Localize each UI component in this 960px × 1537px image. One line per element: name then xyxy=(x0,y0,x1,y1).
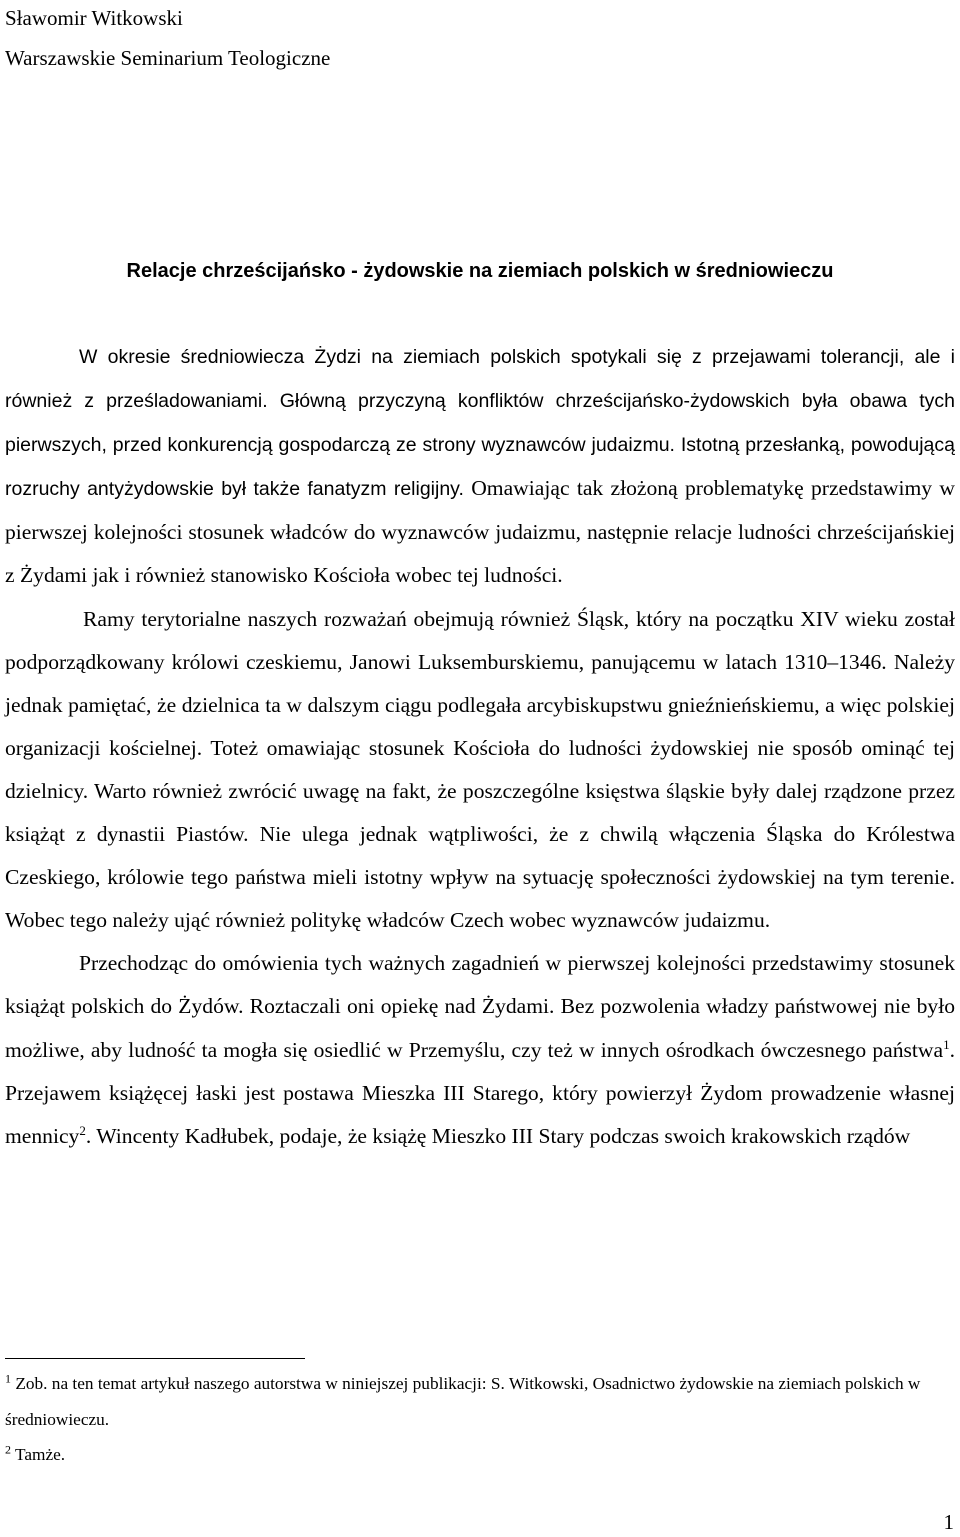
paragraph-3-part-2: . Przejawem książęcej łaski jest postawa Mieszka III Starego, który powierzył Żydom prowadzenie własnej mennicy xyxy=(5,1037,955,1148)
page-number: 1 xyxy=(943,1510,954,1534)
footnote-1-number: 1 xyxy=(5,1371,11,1386)
paragraph-3-part-1: Przechodząc do omówienia tych ważnych zagadnień w pierwszej kolejności przedstawimy stosunek książąt polskich do Żydów. Roztaczali oni opiekę nad Żydami. Bez pozwolenia władzy państwowej nie było możliwe, aby ludność ta mogła się osiedlić w Przemyślu, czy też w innych ośrodkach ówczesnego państwa xyxy=(5,951,955,1062)
footnote-ref-1[interactable]: 1 xyxy=(943,1036,950,1052)
footnote-divider xyxy=(5,1358,305,1359)
article-title: Relacje chrześcijańsko - żydowskie na ziemiach polskich w średniowieczu xyxy=(126,260,834,282)
paragraph-3-part-3: . Wincenty Kadłubek, podaje, że książę Mieszko III Stary podczas swoich krakowskich rządów xyxy=(85,1123,911,1148)
author-block xyxy=(5,0,945,78)
footnote-ref-2[interactable]: 2 xyxy=(79,1122,86,1138)
paragraph-2: Ramy terytorialne naszych rozważań obejmują również Śląsk, który na początku XIV wieku został podporządkowany królowi czeskiemu, Janowi Luksemburskiemu, panującemu w latach 1310–1346. Należy jednak pamiętać, że dzielnica ta w dalszym ciągu podlegała arcybiskupstwu gnieźnieńskiemu, a więc polskiej organizacji kościelnej. Toteż omawiając stosunek Kościoła do ludności żydowskiej nie sposób ominąć tej dzielnicy. Warto również zwrócić uwagę na fakt, że poszczególne księstwa śląskie były dalej rządzone przez książąt z dynastii Piastów. Nie ulega jednak wątpliwości, że z chwilą włączenia Śląska do Królestwa Czeskiego, królowie tego państwa mieli istotny wpływ na sytuację społeczności żydowskiej na tym terenie. Wobec tego należy ująć również politykę władców Czech wobec wyznawców judaizmu. xyxy=(5,606,955,933)
article-body xyxy=(5,335,955,1158)
footnote-2 xyxy=(5,1437,955,1473)
paragraph-1-lead: W okresie średniowiecza Żydzi na ziemiach polskich spotykali się z przejawami tolerancji, ale i również z prześladowaniami. Główną przyczyną konfliktów chrześcijańsko-żydowskich była obawa tych pierwszych, przed konkurencją gospodarczą ze strony wyznawców judaizmu. Istotną przesłanką, powodującą rozruchy antyżydowskie był także fanatyzm religijny. xyxy=(5,346,955,501)
footnote-2-number: 2 xyxy=(5,1442,11,1457)
footnotes xyxy=(5,1366,955,1473)
institution-name: Warszawskie Seminarium Teologiczne xyxy=(5,46,331,70)
footnote-2-text: Tamże. xyxy=(11,1445,66,1464)
paragraph-1-rest: Omawiając tak złożoną problematykę przedstawimy w pierwszej kolejności stosunek władców do wyznawców judaizmu, następnie relacje ludności chrześcijańskiej z Żydami jak i również stanowisko Kościoła wobec tej ludności. xyxy=(5,476,955,588)
footnote-1 xyxy=(5,1366,955,1437)
paragraph-3 xyxy=(5,942,955,1157)
footnote-1-text: Zob. na ten temat artykuł naszego autorstwa w niniejszej publikacji: S. Witkowski, Osadnictwo żydowskie na ziemiach polskich w średniowieczu. xyxy=(5,1374,921,1429)
author-name: Sławomir Witkowski xyxy=(5,6,183,30)
paragraph-1 xyxy=(5,335,955,598)
